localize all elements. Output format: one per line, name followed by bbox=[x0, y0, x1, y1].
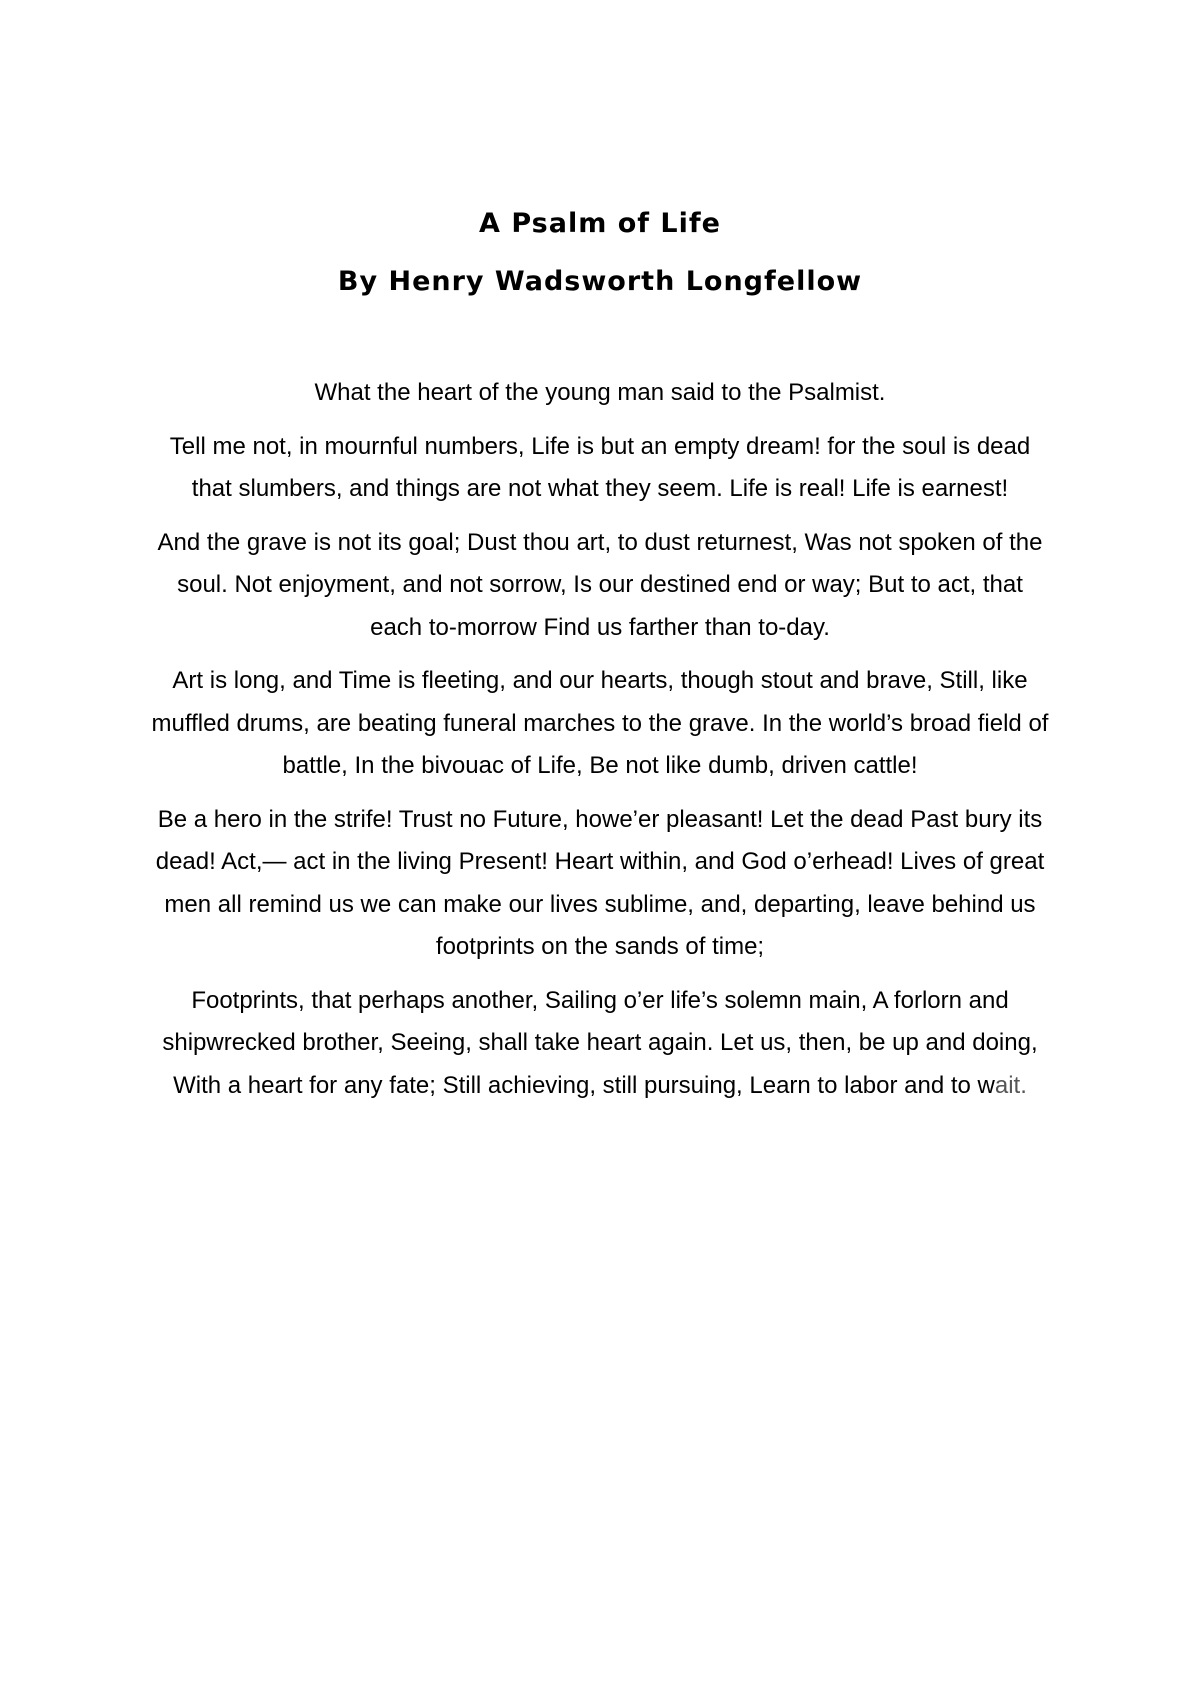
poem-title: A Psalm of Life bbox=[479, 208, 721, 239]
author-line: By Henry Wadsworth Longfellow bbox=[337, 266, 863, 297]
poem-paragraph-5-main: Footprints, that perhaps another, Sailing o’er life’s solemn main, A forlorn and shipwrecked brother, Seeing, shall take heart again. Let us, then, be up and doing, With a heart for any fate; Still achieving, still pursuing, Learn to labor and to w bbox=[162, 986, 1038, 1099]
poem-body bbox=[148, 372, 1052, 1118]
poem-paragraph-5-tail: ait. bbox=[994, 1071, 1027, 1099]
poem-paragraph-5 bbox=[148, 980, 1052, 1108]
poem-paragraph-4: Be a hero in the strife! Trust no Future, howe’er pleasant! Let the dead Past bury its dead! Act,— act in the living Present! Heart within, and God o’erhead! Lives of great men all remind us we can make our lives sublime, and, departing, leave behind us footprints on the sands of time; bbox=[155, 805, 1045, 960]
intro-line: What the heart of the young man said to the Psalmist. bbox=[314, 379, 886, 406]
poem-paragraph-2: And the grave is not its goal; Dust thou art, to dust returnest, Was not spoken of the soul. Not enjoyment, and not sorrow, Is our destined end or way; But to act, that each to-morrow Find us farther than to-day. bbox=[157, 528, 1043, 641]
poem-paragraph-3: Art is long, and Time is fleeting, and our hearts, though stout and brave, Still, like muffled drums, are beating funeral marches to the grave. In the world’s broad field of battle, In the bivouac of Life, Be not like dumb, driven cattle! bbox=[151, 667, 1049, 779]
poem-paragraph-1: Tell me not, in mournful numbers, Life is but an empty dream! for the soul is dead that slumbers, and things are not what they seem. Life is real! Life is earnest! bbox=[169, 432, 1031, 502]
